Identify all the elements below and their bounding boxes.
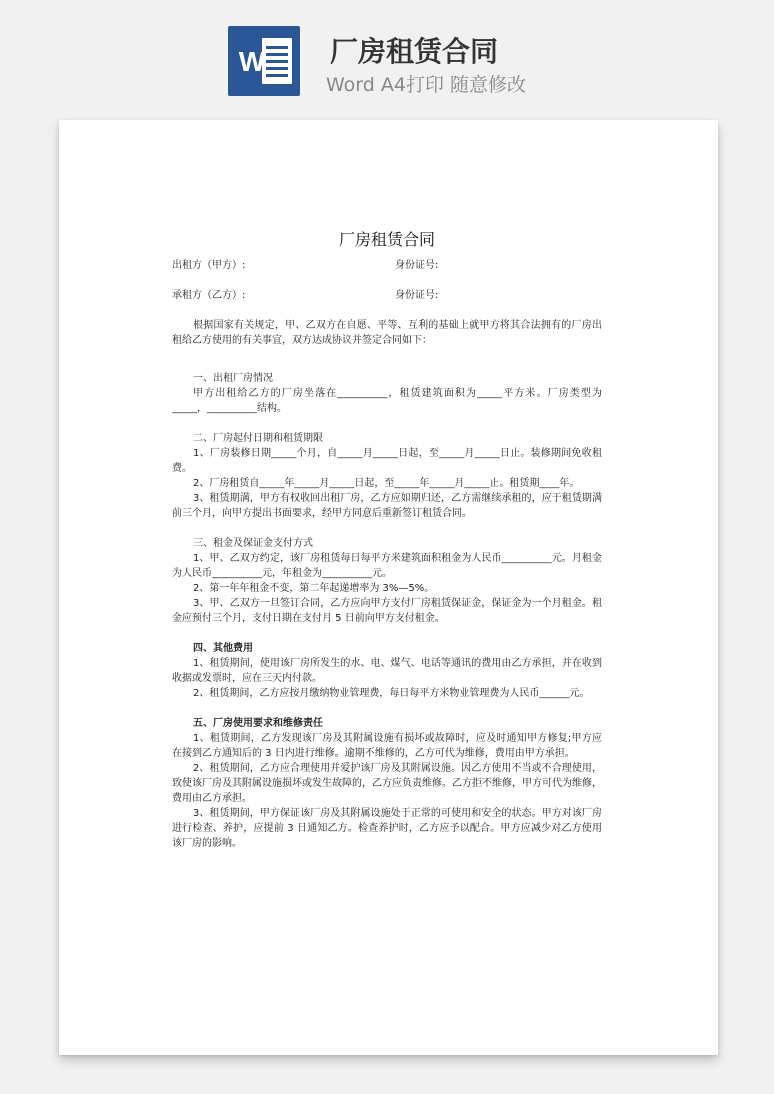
section-5-heading: 五、厂房使用要求和维修责任 [193, 718, 323, 729]
section-2-para-2: 2、厂房租赁自_____年_____月_____日起，至_____年_____月_____止。租赁期____年。 [193, 478, 580, 489]
section-3-heading: 三、租金及保证金支付方式 [193, 538, 313, 549]
section-5-para-1: 1、租赁期间，乙方发现该厂房及其附属设施有损坏或故障时，应及时通知甲方修复;甲方应在接到乙方通知后的 3 日内进行维修。逾期不维修的，乙方可代为维修，费用由甲方承担。 [172, 733, 602, 759]
section-1-para-1: 甲方出租给乙方的厂房坐落在__________，租赁建筑面积为_____平方米。厂房类型为_____，__________结构。 [172, 388, 602, 414]
lessor-label: 出租方（甲方）: [172, 260, 246, 271]
section-4-para-1: 1、租赁期间，使用该厂房所发生的水、电、煤气、电话等通讯的费用由乙方承担，并在收到收据或发票时，应在三天内付款。 [172, 658, 602, 684]
section-1-heading: 一、出租厂房情况 [193, 373, 273, 384]
section-2-para-3: 3、租赁期满，甲方有权收回出租厂房，乙方应如期归还，乙方需继续承租的，应于租赁期满前三个月，向甲方提出书面要求，经甲方同意后重新签订租赁合同。 [172, 493, 602, 519]
section-2-para-1: 1、厂房装修日期_____个月，自_____月_____日起，至_____月_____日止。装修期间免收租费。 [172, 448, 602, 474]
section-4-heading: 四、其他费用 [193, 643, 253, 654]
lessor-row [172, 258, 602, 273]
document-body [172, 230, 602, 851]
section-4-para-2: 2、租赁期间，乙方应按月缴纳物业管理费，每日每平方米物业管理费为人民币______元。 [193, 688, 590, 699]
section-5-para-3: 3、租赁期间，甲方保证该厂房及其附属设施处于正常的可使用和安全的状态。甲方对该厂房进行检查、养护，应提前 3 日通知乙方。检查养护时，乙方应予以配合。甲方应减少对乙方使用该厂房的影响。 [172, 808, 602, 849]
intro-paragraph: 根据国家有关规定，甲、乙双方在自愿、平等、互利的基础上就甲方将其合法拥有的厂房出租给乙方使用的有关事宜，双方达成协议并签定合同如下： [172, 320, 602, 346]
lessor-id-label: 身份证号: [395, 260, 439, 271]
lessee-row [172, 288, 602, 303]
section-3-para-1: 1、甲、乙双方约定，该厂房租赁每日每平方米建筑面积租金为人民币__________元。月租金为人民币__________元，年租金为__________元。 [172, 553, 602, 579]
section-5-para-2: 2、租赁期间，乙方应合理使用并爱护该厂房及其附属设施。因乙方使用不当或不合理使用，致使该厂房及其附属设施损坏或发生故障的，乙方应负责维修。乙方拒不维修，甲方可代为维修，费用由乙方承担。 [172, 763, 602, 804]
banner-title: 厂房租赁合同 [330, 35, 499, 68]
lessee-id-label: 身份证号: [395, 290, 439, 301]
banner-subtitle: Word A4打印 随意修改 [326, 74, 527, 96]
word-icon [228, 26, 300, 96]
document-page [59, 120, 718, 1055]
section-3-para-3: 3、甲、乙双方一旦签订合同，乙方应向甲方支付厂房租赁保证金，保证金为一个月租金。租金应预付三个月，支付日期在支付月 5 日前向甲方支付租金。 [172, 598, 602, 624]
section-3-para-2: 2、第一年年租金不变，第二年起递增率为 3%—5%。 [193, 583, 435, 594]
header-banner [0, 0, 774, 118]
document-title: 厂房租赁合同 [338, 230, 435, 249]
section-2-heading: 二、厂房起付日期和租赁期限 [193, 433, 323, 444]
lessee-label: 承租方（乙方）: [172, 290, 246, 301]
word-icon-letter: W [238, 46, 266, 77]
